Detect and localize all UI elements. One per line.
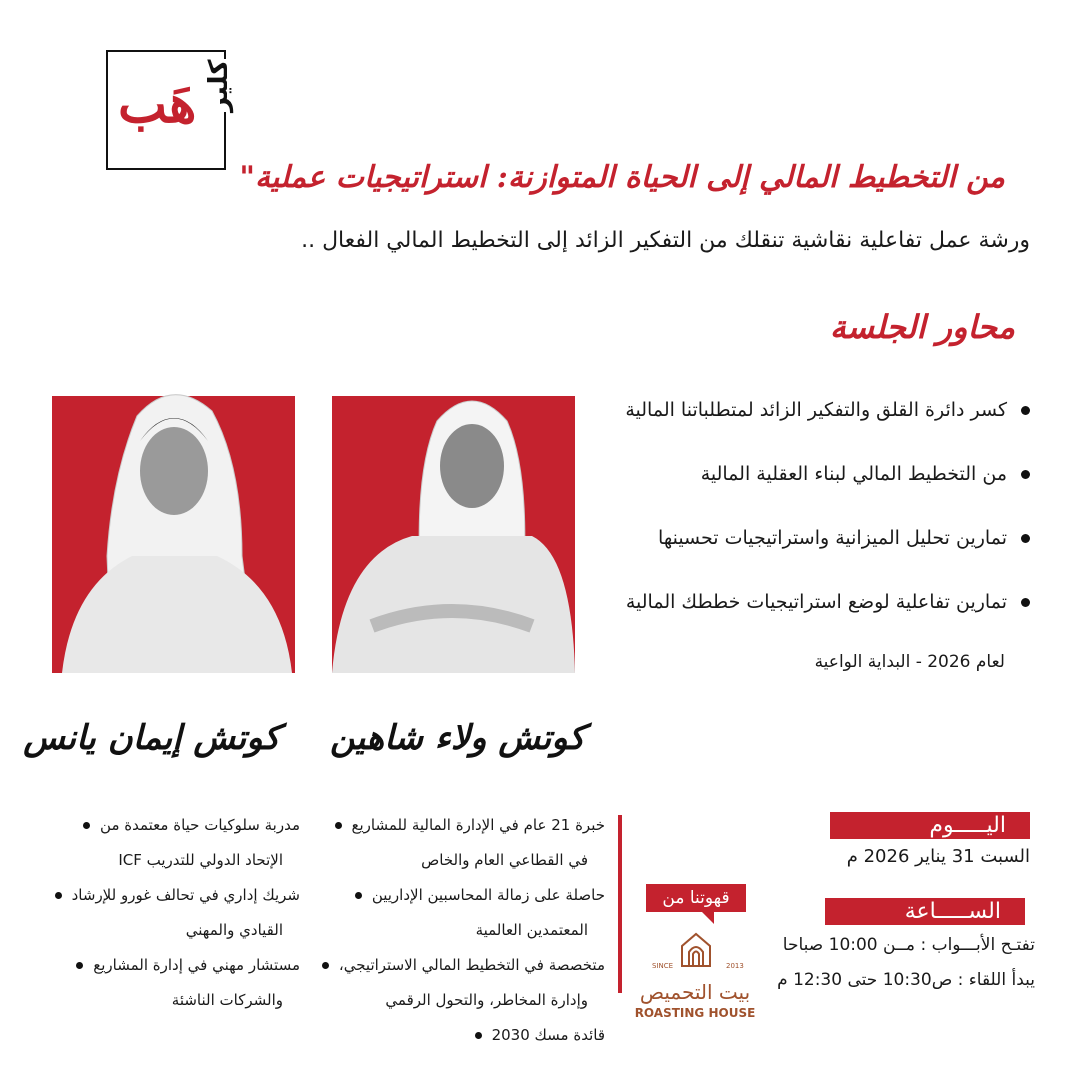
bio-item: شريك إداري في تحالف غورو للإرشاد — [55, 878, 300, 913]
bio-item: قائدة مسك 2030 — [322, 1018, 605, 1053]
closing-line: لعام 2026 - البداية الواعية — [814, 652, 1005, 672]
divider-line — [618, 815, 622, 993]
speaker-photo-eman — [52, 396, 295, 673]
sponsor-name-en: ROASTING HOUSE — [634, 1006, 756, 1020]
time-label: الســـــاعة — [825, 898, 1025, 925]
workshop-title: من التخطيط المالي إلى الحياة المتوازنة: استراتيجيات عملية" — [239, 160, 1005, 195]
topic-item: من التخطيط المالي لبناء العقلية المالية — [470, 456, 1030, 520]
clearhub-logo — [106, 50, 234, 170]
bio-eman — [55, 808, 300, 1018]
bio-item: حاصلة على زمالة المحاسبين الإداريين — [322, 878, 605, 913]
day-label: اليـــــوم — [830, 812, 1030, 839]
sponsor-name-ar: بيت التحميص — [639, 980, 751, 1004]
logo-main: هَب — [118, 74, 197, 135]
bio-item: متخصصة في التخطيط المالي الاستراتيجي، — [322, 948, 605, 983]
workshop-subtitle: ورشة عمل تفاعلية نقاشية تنقلك من التفكير الزائد إلى التخطيط المالي الفعال .. — [301, 228, 1030, 253]
since-year: 2013 — [726, 962, 744, 970]
speaker-photo-walaa — [332, 396, 575, 673]
start-time: يبدأ اللقاء : ص10:30 حتى 12:30 م — [777, 970, 1035, 990]
bio-item: مستشار مهني في إدارة المشاريع — [55, 948, 300, 983]
bio-item: خبرة 21 عام في الإدارة المالية للمشاريع — [322, 808, 605, 843]
topic-item: كسر دائرة القلق والتفكير الزائد لمتطلباتنا المالية — [470, 392, 1030, 456]
topic-item: تمارين تفاعلية لوضع استراتيجيات خططك المالية — [470, 584, 1030, 648]
bio-walaa — [322, 808, 605, 1053]
doors-time: تفتـح الأبـــواب : مــن 10:00 صباحا — [782, 935, 1035, 955]
topic-item: تمارين تحليل الميزانية واستراتيجيات تحسينها — [470, 520, 1030, 584]
bio-item-cont: في القطاعي العام والخاص — [421, 851, 588, 869]
speaker-name-eman: كوتش إيمان يانس — [23, 718, 280, 758]
logo-side: كلير — [204, 59, 234, 112]
axes-heading: محاور الجلسة — [829, 308, 1015, 346]
roasting-house-logo — [630, 932, 760, 1022]
bio-item-cont: المعتمدين العالمية — [475, 921, 588, 939]
house-icon — [680, 932, 712, 968]
bio-item-cont: الإتحاد الدولي للتدريب ICF — [118, 851, 283, 869]
since-label: SINCE — [652, 962, 674, 970]
bio-item: مدربة سلوكيات حياة معتمدة من — [55, 808, 300, 843]
bio-item-cont: وإدارة المخاطر، والتحول الرقمي — [385, 991, 588, 1009]
day-value: السبت 31 يناير 2026 م — [846, 846, 1030, 867]
bio-item-cont: القيادي والمهني — [185, 921, 283, 939]
speaker-name-walaa: كوتش ولاء شاهين — [330, 718, 585, 758]
bio-item-cont: والشركات الناشئة — [171, 991, 283, 1009]
sponsor-bubble: قهوتنا من — [646, 884, 746, 912]
